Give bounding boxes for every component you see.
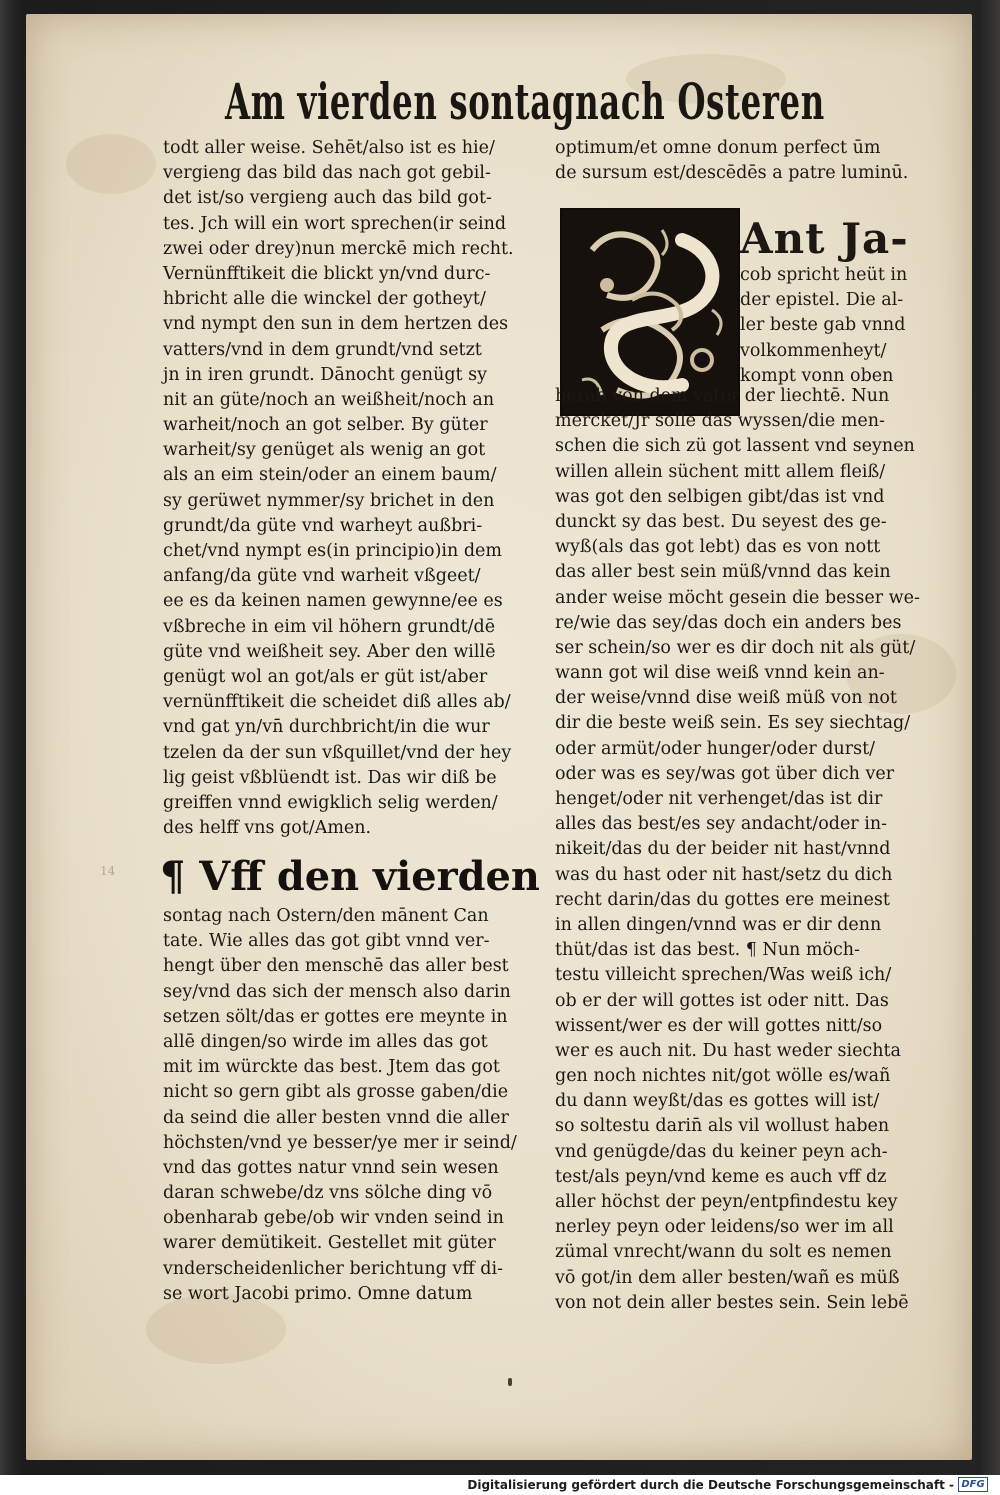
text-line: mit im würckte das best. Jtem das got <box>163 1057 500 1078</box>
text-line: det ist/so vergieng auch das bild got- <box>163 188 492 209</box>
text-line: warheit/sy genüget als wenig an got <box>163 440 486 461</box>
text-line: chet/vnd nympt es(in principio)in dem <box>163 541 503 561</box>
text-line: vatters/vnd in dem grundt/vnd setzt <box>163 339 482 360</box>
text-line: nikeit/das du der beider nit hast/vnnd <box>555 839 891 860</box>
text-line: dunckt sy das best. Du seyest des ge- <box>555 511 887 532</box>
left-column-section-text <box>163 904 538 1307</box>
text-line: sey/vnd das sich der mensch also darin <box>163 981 511 1002</box>
text-line: optimum/et omne donum perfect ūm <box>555 138 881 158</box>
text-line: genügt wol an got/als er güt ist/aber <box>163 666 488 687</box>
text-line: wissent/wer es der will gottes nitt/so <box>555 1015 883 1036</box>
text-line: zwei oder drey)nun merckē mich recht. <box>163 238 514 259</box>
text-line: so soltestu darin̄ als vil wollust haben <box>555 1116 890 1137</box>
text-line: allē dingen/so wirde im alles das got <box>163 1031 488 1052</box>
text-line: wer es auch nit. Du hast weder siechta <box>555 1040 901 1061</box>
text-line: re/wie das sey/das doch ein anders bes <box>555 612 902 633</box>
text-line: obenharab gebe/ob wir vnden seind in <box>163 1208 504 1229</box>
text-line: aller höchst der peyn/entpfindestu key <box>555 1192 898 1212</box>
text-line: vnderscheidenlicher berichtung vff di- <box>163 1258 503 1279</box>
text-line: wann got wil dise weiß vnnd kein an- <box>555 663 885 684</box>
footer-credit: Digitalisierung gefördert durch die Deutsche Forschungsgemeinschaft - <box>467 1478 954 1492</box>
text-line: ee es da keinen namen gewynne/ee es <box>163 591 503 612</box>
text-line: du dann weyßt/das es gottes will ist/ <box>555 1091 880 1112</box>
text-line: wyß(als das got lebt) das es von nott <box>555 537 881 558</box>
text-line: daran schwebe/dz vns sölche ding vō <box>163 1183 493 1204</box>
footer-bar <box>0 1475 1000 1495</box>
section-heading: ¶ Vff den vierden <box>160 853 540 900</box>
text-line: vernünfftikeit die scheidet diß alles ab/ <box>163 692 511 713</box>
text-line: greiffen vnnd ewigklich selig werden/ <box>163 792 498 813</box>
text-line: nerley peyn oder leidens/so wer im all <box>555 1217 894 1238</box>
text-line: zümal vnrecht/wann du solt es nemen <box>555 1242 892 1263</box>
text-line: tate. Wie alles das got gibt vnnd ver- <box>163 931 490 952</box>
text-line: vergieng das bild das nach got gebil- <box>163 163 491 184</box>
text-line: tes. Jch will ein wort sprechen(ir seind <box>163 213 507 234</box>
text-line: güte vnd weißheit sey. Aber den willē <box>163 641 496 662</box>
text-line: sontag nach Ostern/den mānent Can <box>163 906 489 926</box>
text-line: vnd gat yn/vn̄ durchbricht/in die wur <box>163 717 490 738</box>
text-line: alles das best/es sey andacht/oder in- <box>555 814 888 835</box>
text-line: lig geist vßblüendt ist. Das wir diß be <box>163 767 497 788</box>
margin-annotation: 14 <box>100 864 116 878</box>
text-line: warer demütikeit. Gestellet mit güter <box>163 1233 496 1254</box>
text-line: nit an güte/noch an weißheit/noch an <box>163 389 495 410</box>
text-line: oder armüt/oder hunger/oder durst/ <box>555 738 876 759</box>
text-line: anfang/da güte vnd warheit vßgeet/ <box>163 566 481 587</box>
text-line: oder was es sey/was got über dich ver <box>555 763 895 784</box>
text-line: kompt vonn oben <box>740 365 894 386</box>
text-line: gen noch nichtes nit/got wölle es/wañ <box>555 1066 891 1087</box>
text-line: testu villeicht sprechen/Was weiß ich/ <box>555 965 892 986</box>
text-line: von not dein aller bestes sein. Sein lebē <box>555 1292 909 1313</box>
text-line: test/als peyn/vnd keme es auch vff dz <box>555 1166 887 1187</box>
text-line: de sursum est/descēdēs a patre luminū. <box>555 163 909 184</box>
text-line: vßbreche in eim vil höhern grundt/dē <box>163 616 496 637</box>
text-line: ob er der will gottes ist oder nitt. Das <box>555 990 889 1011</box>
text-line: tzelen da der sun vßquillet/vnd der hey <box>163 742 512 763</box>
text-line: henget/oder nit verhenget/das ist dir <box>555 789 883 809</box>
text-line: warheit/noch an got selber. By güter <box>163 415 488 436</box>
text-line: hengt über den menschē das aller best <box>163 956 509 977</box>
left-column-text <box>163 136 538 841</box>
text-line: dir die beste weiß sein. Es sey siechtag/ <box>555 713 911 734</box>
text-line: vō got/in dem aller besten/wañ es müß <box>555 1267 900 1288</box>
text-line: Vernünfftikeit die blickt yn/vnd durc- <box>163 263 491 284</box>
text-line: höchsten/vnd ye besser/ye mer ir seind/ <box>163 1132 517 1153</box>
text-line: se wort Jacobi primo. Omne datum <box>163 1283 473 1304</box>
text-line: was du hast oder nit hast/setz du dich <box>555 864 893 885</box>
right-column-main-text <box>555 384 925 1316</box>
text-line: das aller best sein müß/vnnd das kein <box>555 562 891 583</box>
text-line: was got den selbigen gibt/das ist vnd <box>555 486 885 507</box>
text-line: vnd nympt den sun in dem hertzen des <box>163 314 509 335</box>
right-column-latin-text <box>555 136 925 186</box>
text-line: vnd genügde/das du keiner peyn ach- <box>555 1141 888 1162</box>
text-line: volkommenheyt/ <box>740 340 887 361</box>
text-line: jn in iren grundt. Dānocht genügt sy <box>163 364 488 385</box>
text-line: der weise/vnnd dise weiß müß von not <box>555 688 897 709</box>
dfg-logo: DFG <box>958 1477 988 1492</box>
text-line: cob spricht heüt in <box>740 265 908 285</box>
text-line: der epistel. Die al- <box>740 290 904 311</box>
text-line: ser schein/so wer es dir doch nit als güt/ <box>555 637 916 658</box>
text-line: recht darin/das du gottes ere meinest <box>555 889 890 910</box>
running-title: Am vierden sontagnach Osteren <box>225 72 825 131</box>
text-line: setzen sölt/das er gottes ere meynte in <box>163 1006 508 1027</box>
right-column-initial-lines <box>740 215 930 389</box>
text-line: nicht so gern gibt als grosse gaben/die <box>163 1082 509 1103</box>
text-line: vnd das gottes natur vnnd sein wesen <box>163 1157 499 1178</box>
text-line: grundt/da güte vnd warheyt außbri- <box>163 515 483 536</box>
text-line: schen die sich zü got lassent vnd seynen <box>555 436 915 457</box>
text-line: thüt/das ist das best. ¶ Nun möch- <box>555 940 860 961</box>
text-line: merckēt/Jr söllē das wyssen/die men- <box>555 411 885 432</box>
initial-continuation: Ant Ja- <box>740 214 909 263</box>
text-line: ler beste gab vnnd <box>740 315 906 336</box>
text-line: in allen dingen/vnnd was er dir denn <box>555 914 882 935</box>
text-line: sy gerüwet nymmer/sy brichet in den <box>163 490 495 511</box>
text-line: als an eim stein/oder an einem baum/ <box>163 465 497 486</box>
text-line: herab von dem vater der liechtē. Nun <box>555 386 890 406</box>
text-line: todt aller weise. Sehēt/also ist es hie/ <box>163 138 495 158</box>
text-line: ander weise möcht gesein die besser we- <box>555 587 920 608</box>
text-line: des helff vns got/Amen. <box>163 818 372 839</box>
page-mark <box>508 1378 512 1386</box>
text-line: da seind die aller besten vnnd die aller <box>163 1107 509 1128</box>
text-line: hbricht alle die winckel der gotheyt/ <box>163 289 486 310</box>
text-line: willen allein süchent mitt allem fleiß/ <box>555 461 886 482</box>
